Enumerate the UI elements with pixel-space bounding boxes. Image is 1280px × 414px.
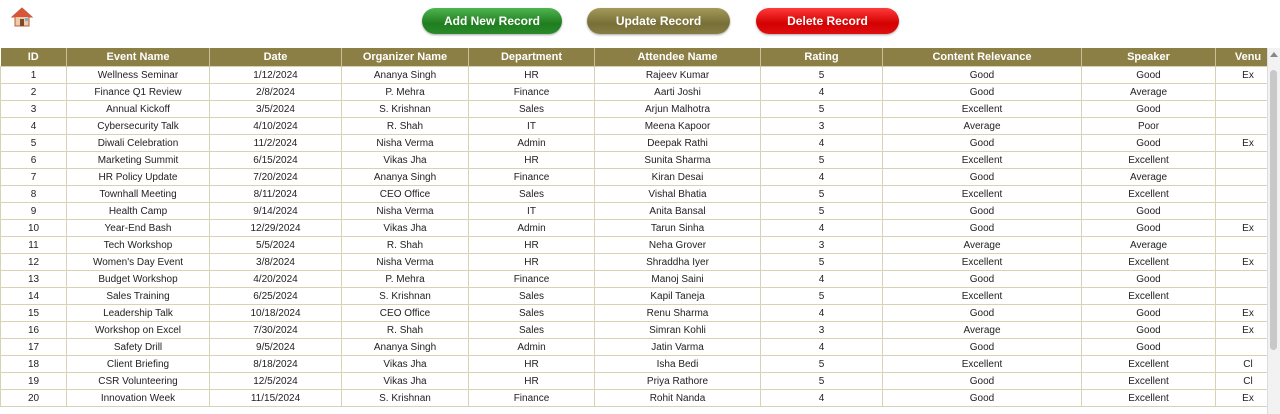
table-cell[interactable]: Good bbox=[883, 373, 1082, 390]
scrollbar-thumb[interactable] bbox=[1270, 70, 1277, 350]
table-cell[interactable]: Cybersecurity Talk bbox=[67, 118, 210, 135]
table-cell[interactable]: Neha Grover bbox=[595, 237, 761, 254]
table-cell[interactable]: Anita Bansal bbox=[595, 203, 761, 220]
table-cell[interactable]: Priya Rathore bbox=[595, 373, 761, 390]
table-cell[interactable]: P. Mehra bbox=[342, 84, 469, 101]
table-cell[interactable]: Ex bbox=[1216, 220, 1269, 237]
table-row[interactable] bbox=[1, 67, 1269, 84]
table-cell[interactable]: Good bbox=[1082, 322, 1216, 339]
table-cell[interactable] bbox=[1216, 84, 1269, 101]
column-header[interactable]: Date bbox=[210, 48, 342, 67]
table-row[interactable] bbox=[1, 203, 1269, 220]
header-row bbox=[1, 48, 1269, 67]
table-cell[interactable]: S. Krishnan bbox=[342, 390, 469, 407]
table-cell[interactable]: Annual Kickoff bbox=[67, 101, 210, 118]
table-cell[interactable]: Ex bbox=[1216, 67, 1269, 84]
table-cell[interactable]: Renu Sharma bbox=[595, 305, 761, 322]
table-cell[interactable]: 5 bbox=[761, 152, 883, 169]
table-cell[interactable]: Workshop on Excel bbox=[67, 322, 210, 339]
table-cell[interactable]: R. Shah bbox=[342, 118, 469, 135]
table-cell[interactable]: 6 bbox=[1, 152, 67, 169]
table-cell[interactable]: 17 bbox=[1, 339, 67, 356]
table-cell[interactable]: Kapil Taneja bbox=[595, 288, 761, 305]
table-cell[interactable]: Sales Training bbox=[67, 288, 210, 305]
table-cell[interactable] bbox=[1216, 339, 1269, 356]
table-cell[interactable]: Tarun Sinha bbox=[595, 220, 761, 237]
table-cell[interactable]: Good bbox=[883, 390, 1082, 407]
table-cell[interactable]: 5 bbox=[1, 135, 67, 152]
table-cell[interactable]: HR bbox=[469, 152, 595, 169]
table-row[interactable] bbox=[1, 322, 1269, 339]
table-cell[interactable]: Vishal Bhatia bbox=[595, 186, 761, 203]
table-row[interactable] bbox=[1, 169, 1269, 186]
table-cell[interactable]: 1/12/2024 bbox=[210, 67, 342, 84]
table-cell[interactable]: 2 bbox=[1, 84, 67, 101]
table-cell[interactable]: Good bbox=[1082, 135, 1216, 152]
table-cell[interactable]: Finance bbox=[469, 271, 595, 288]
table-cell[interactable]: Manoj Saini bbox=[595, 271, 761, 288]
table-cell[interactable]: Good bbox=[883, 135, 1082, 152]
table-cell[interactable]: Average bbox=[1082, 84, 1216, 101]
table-cell[interactable] bbox=[1216, 271, 1269, 288]
table-cell[interactable]: Good bbox=[1082, 271, 1216, 288]
table-cell[interactable]: 3 bbox=[761, 118, 883, 135]
table-cell[interactable]: CSR Volunteering bbox=[67, 373, 210, 390]
table-cell[interactable]: Ananya Singh bbox=[342, 67, 469, 84]
table-cell[interactable]: Good bbox=[1082, 203, 1216, 220]
table-cell[interactable]: 5 bbox=[761, 186, 883, 203]
column-header[interactable]: Content Relevance bbox=[883, 48, 1082, 67]
table-cell[interactable]: Budget Workshop bbox=[67, 271, 210, 288]
table-cell[interactable]: Vikas Jha bbox=[342, 152, 469, 169]
table-cell[interactable]: R. Shah bbox=[342, 237, 469, 254]
table-cell[interactable]: 11/15/2024 bbox=[210, 390, 342, 407]
table-cell[interactable] bbox=[1216, 203, 1269, 220]
table-cell[interactable]: Good bbox=[883, 220, 1082, 237]
table-cell[interactable]: 4 bbox=[761, 339, 883, 356]
table-cell[interactable]: 11 bbox=[1, 237, 67, 254]
table-cell[interactable]: 13 bbox=[1, 271, 67, 288]
table-row[interactable] bbox=[1, 356, 1269, 373]
table-cell[interactable]: Nisha Verma bbox=[342, 135, 469, 152]
table-cell[interactable]: Good bbox=[1082, 101, 1216, 118]
table-cell[interactable]: 7/20/2024 bbox=[210, 169, 342, 186]
table-cell[interactable]: Excellent bbox=[883, 152, 1082, 169]
records-grid bbox=[0, 48, 1268, 414]
table-cell[interactable]: Townhall Meeting bbox=[67, 186, 210, 203]
table-cell[interactable]: 4 bbox=[761, 84, 883, 101]
table-cell[interactable]: IT bbox=[469, 118, 595, 135]
table-cell[interactable] bbox=[1216, 237, 1269, 254]
table-cell[interactable]: Vikas Jha bbox=[342, 373, 469, 390]
table-cell[interactable]: Good bbox=[883, 271, 1082, 288]
table-cell[interactable]: Ex bbox=[1216, 390, 1269, 407]
table-cell[interactable]: Ex bbox=[1216, 322, 1269, 339]
update-record-button[interactable]: Update Record bbox=[587, 8, 730, 34]
table-cell[interactable]: Good bbox=[883, 339, 1082, 356]
table-cell[interactable]: Nisha Verma bbox=[342, 203, 469, 220]
table-cell[interactable]: 12/29/2024 bbox=[210, 220, 342, 237]
table-cell[interactable]: 18 bbox=[1, 356, 67, 373]
table-cell[interactable]: Sales bbox=[469, 186, 595, 203]
table-cell[interactable]: Cl bbox=[1216, 373, 1269, 390]
table-cell[interactable]: Wellness Seminar bbox=[67, 67, 210, 84]
table-cell[interactable]: Health Camp bbox=[67, 203, 210, 220]
table-cell[interactable]: Average bbox=[1082, 169, 1216, 186]
table-cell[interactable]: 6/25/2024 bbox=[210, 288, 342, 305]
table-cell[interactable]: Average bbox=[883, 322, 1082, 339]
table-cell[interactable]: 3/8/2024 bbox=[210, 254, 342, 271]
table-cell[interactable]: 5 bbox=[761, 373, 883, 390]
table-cell[interactable]: 5/5/2024 bbox=[210, 237, 342, 254]
table-cell[interactable]: Good bbox=[1082, 67, 1216, 84]
table-cell[interactable]: 4 bbox=[761, 305, 883, 322]
vertical-scrollbar[interactable] bbox=[1267, 48, 1280, 414]
table-cell[interactable]: 4 bbox=[761, 135, 883, 152]
table-cell[interactable] bbox=[1216, 288, 1269, 305]
table-cell[interactable]: S. Krishnan bbox=[342, 101, 469, 118]
table-cell[interactable]: Excellent bbox=[883, 288, 1082, 305]
table-cell[interactable]: Tech Workshop bbox=[67, 237, 210, 254]
table-cell[interactable]: 12/5/2024 bbox=[210, 373, 342, 390]
table-cell[interactable]: Good bbox=[1082, 305, 1216, 322]
table-row[interactable] bbox=[1, 84, 1269, 101]
table-cell[interactable]: Marketing Summit bbox=[67, 152, 210, 169]
table-row[interactable] bbox=[1, 288, 1269, 305]
table-cell[interactable]: Good bbox=[883, 169, 1082, 186]
table-cell[interactable]: 4/10/2024 bbox=[210, 118, 342, 135]
table-cell[interactable]: Ananya Singh bbox=[342, 339, 469, 356]
table-cell[interactable]: Excellent bbox=[1082, 390, 1216, 407]
table-cell[interactable]: 5 bbox=[761, 203, 883, 220]
table-cell[interactable]: Ex bbox=[1216, 305, 1269, 322]
table-cell[interactable]: P. Mehra bbox=[342, 271, 469, 288]
table-cell[interactable]: Diwali Celebration bbox=[67, 135, 210, 152]
table-cell[interactable]: HR bbox=[469, 67, 595, 84]
table-cell[interactable]: Excellent bbox=[1082, 356, 1216, 373]
table-cell[interactable]: Client Briefing bbox=[67, 356, 210, 373]
table-cell[interactable]: Ananya Singh bbox=[342, 169, 469, 186]
table-cell[interactable]: Rohit Nanda bbox=[595, 390, 761, 407]
column-header[interactable]: Venu bbox=[1216, 48, 1269, 67]
table-cell[interactable]: 5 bbox=[761, 67, 883, 84]
table-cell[interactable]: Excellent bbox=[883, 101, 1082, 118]
table-cell[interactable]: Sales bbox=[469, 101, 595, 118]
table-cell[interactable]: Good bbox=[883, 305, 1082, 322]
table-cell[interactable]: 3 bbox=[761, 322, 883, 339]
table-cell[interactable]: Sunita Sharma bbox=[595, 152, 761, 169]
table-cell[interactable]: 3 bbox=[1, 101, 67, 118]
table-cell[interactable]: 8/18/2024 bbox=[210, 356, 342, 373]
table-cell[interactable]: 5 bbox=[761, 254, 883, 271]
column-header[interactable]: Attendee Name bbox=[595, 48, 761, 67]
table-cell[interactable] bbox=[1216, 186, 1269, 203]
table-cell[interactable]: 11/2/2024 bbox=[210, 135, 342, 152]
column-header[interactable]: Organizer Name bbox=[342, 48, 469, 67]
table-cell[interactable]: 3/5/2024 bbox=[210, 101, 342, 118]
table-cell[interactable]: Finance bbox=[469, 84, 595, 101]
table-cell[interactable]: 7/30/2024 bbox=[210, 322, 342, 339]
table-cell[interactable]: 3 bbox=[761, 237, 883, 254]
table-cell[interactable]: Jatin Varma bbox=[595, 339, 761, 356]
table-cell[interactable]: Women's Day Event bbox=[67, 254, 210, 271]
column-header[interactable]: Event Name bbox=[67, 48, 210, 67]
home-icon[interactable] bbox=[11, 7, 33, 27]
toolbar bbox=[0, 0, 1280, 48]
table-row[interactable] bbox=[1, 118, 1269, 135]
table-cell[interactable]: HR bbox=[469, 373, 595, 390]
column-header[interactable]: Speaker bbox=[1082, 48, 1216, 67]
table-cell[interactable]: Innovation Week bbox=[67, 390, 210, 407]
table-cell[interactable]: Excellent bbox=[883, 186, 1082, 203]
table-cell[interactable]: Year-End Bash bbox=[67, 220, 210, 237]
table-cell[interactable]: Deepak Rathi bbox=[595, 135, 761, 152]
table-cell[interactable]: HR bbox=[469, 254, 595, 271]
table-cell[interactable]: HR Policy Update bbox=[67, 169, 210, 186]
table-cell[interactable]: Admin bbox=[469, 135, 595, 152]
table-cell[interactable]: Kiran Desai bbox=[595, 169, 761, 186]
table-cell[interactable]: 12 bbox=[1, 254, 67, 271]
delete-record-button[interactable]: Delete Record bbox=[756, 8, 899, 34]
table-cell[interactable]: Shraddha Iyer bbox=[595, 254, 761, 271]
table-row[interactable] bbox=[1, 220, 1269, 237]
table-row[interactable] bbox=[1, 339, 1269, 356]
table-cell[interactable]: Good bbox=[883, 84, 1082, 101]
table-cell[interactable]: Aarti Joshi bbox=[595, 84, 761, 101]
table-cell[interactable]: Excellent bbox=[1082, 254, 1216, 271]
table-cell[interactable]: Good bbox=[1082, 339, 1216, 356]
table-cell[interactable]: Vikas Jha bbox=[342, 220, 469, 237]
table-cell[interactable]: 5 bbox=[761, 101, 883, 118]
table-cell[interactable]: Simran Kohli bbox=[595, 322, 761, 339]
table-cell[interactable]: Finance Q1 Review bbox=[67, 84, 210, 101]
table-cell[interactable]: Good bbox=[883, 67, 1082, 84]
table-cell[interactable]: Average bbox=[883, 237, 1082, 254]
table-cell[interactable]: Isha Bedi bbox=[595, 356, 761, 373]
table-cell[interactable]: CEO Office bbox=[342, 186, 469, 203]
table-cell[interactable]: 9/14/2024 bbox=[210, 203, 342, 220]
add-new-record-button[interactable]: Add New Record bbox=[422, 8, 562, 34]
table-cell[interactable]: 7 bbox=[1, 169, 67, 186]
table-cell[interactable]: 8/11/2024 bbox=[210, 186, 342, 203]
table-cell[interactable]: Average bbox=[883, 118, 1082, 135]
records-table bbox=[0, 48, 1268, 407]
table-cell[interactable]: Poor bbox=[1082, 118, 1216, 135]
table-cell[interactable]: 4 bbox=[761, 271, 883, 288]
table-cell[interactable]: HR bbox=[469, 356, 595, 373]
table-cell[interactable] bbox=[1216, 169, 1269, 186]
table-cell[interactable]: 20 bbox=[1, 390, 67, 407]
table-cell[interactable]: Sales bbox=[469, 305, 595, 322]
table-cell[interactable]: Rajeev Kumar bbox=[595, 67, 761, 84]
table-cell[interactable]: IT bbox=[469, 203, 595, 220]
table-row[interactable] bbox=[1, 135, 1269, 152]
column-header[interactable]: Rating bbox=[761, 48, 883, 67]
table-cell[interactable]: Admin bbox=[469, 220, 595, 237]
table-cell[interactable]: Average bbox=[1082, 237, 1216, 254]
table-cell[interactable] bbox=[1216, 101, 1269, 118]
table-cell[interactable]: Excellent bbox=[1082, 288, 1216, 305]
table-cell[interactable]: CEO Office bbox=[342, 305, 469, 322]
table-cell[interactable]: 14 bbox=[1, 288, 67, 305]
table-cell[interactable]: 15 bbox=[1, 305, 67, 322]
table-cell[interactable]: 5 bbox=[761, 288, 883, 305]
table-cell[interactable]: Excellent bbox=[883, 254, 1082, 271]
table-cell[interactable]: 4 bbox=[761, 169, 883, 186]
table-cell[interactable]: Excellent bbox=[1082, 186, 1216, 203]
table-cell[interactable]: Leadership Talk bbox=[67, 305, 210, 322]
table-cell[interactable]: 9/5/2024 bbox=[210, 339, 342, 356]
table-row[interactable] bbox=[1, 271, 1269, 288]
table-cell[interactable]: R. Shah bbox=[342, 322, 469, 339]
table-cell[interactable]: Ex bbox=[1216, 254, 1269, 271]
table-cell[interactable]: Vikas Jha bbox=[342, 356, 469, 373]
table-cell[interactable]: Finance bbox=[469, 169, 595, 186]
table-cell[interactable]: 8 bbox=[1, 186, 67, 203]
table-cell[interactable]: 1 bbox=[1, 67, 67, 84]
table-cell[interactable]: 9 bbox=[1, 203, 67, 220]
table-cell[interactable]: 5 bbox=[761, 356, 883, 373]
table-row[interactable] bbox=[1, 373, 1269, 390]
table-cell[interactable]: 19 bbox=[1, 373, 67, 390]
table-cell[interactable]: Sales bbox=[469, 322, 595, 339]
table-cell[interactable] bbox=[1216, 118, 1269, 135]
table-cell[interactable]: 6/15/2024 bbox=[210, 152, 342, 169]
table-row[interactable] bbox=[1, 186, 1269, 203]
table-row[interactable] bbox=[1, 101, 1269, 118]
table-cell[interactable]: Ex bbox=[1216, 135, 1269, 152]
table-cell[interactable]: 10 bbox=[1, 220, 67, 237]
table-cell[interactable]: 2/8/2024 bbox=[210, 84, 342, 101]
table-cell[interactable]: Arjun Malhotra bbox=[595, 101, 761, 118]
table-cell[interactable]: 4 bbox=[761, 390, 883, 407]
table-cell[interactable]: 4 bbox=[761, 220, 883, 237]
table-cell[interactable]: 4/20/2024 bbox=[210, 271, 342, 288]
table-cell[interactable]: Meena Kapoor bbox=[595, 118, 761, 135]
table-cell[interactable]: 10/18/2024 bbox=[210, 305, 342, 322]
table-cell[interactable]: Good bbox=[1082, 220, 1216, 237]
table-cell[interactable]: Excellent bbox=[1082, 152, 1216, 169]
table-cell[interactable] bbox=[1216, 152, 1269, 169]
table-cell[interactable]: Sales bbox=[469, 288, 595, 305]
table-cell[interactable]: S. Krishnan bbox=[342, 288, 469, 305]
table-row[interactable] bbox=[1, 237, 1269, 254]
table-cell[interactable]: HR bbox=[469, 237, 595, 254]
table-body bbox=[1, 67, 1269, 407]
table-row[interactable] bbox=[1, 254, 1269, 271]
table-row[interactable] bbox=[1, 305, 1269, 322]
table-cell[interactable]: Finance bbox=[469, 390, 595, 407]
table-cell[interactable]: 4 bbox=[1, 118, 67, 135]
table-cell[interactable]: Cl bbox=[1216, 356, 1269, 373]
table-cell[interactable]: Nisha Verma bbox=[342, 254, 469, 271]
table-row[interactable] bbox=[1, 152, 1269, 169]
table-cell[interactable]: Excellent bbox=[1082, 373, 1216, 390]
scroll-up-icon[interactable] bbox=[1270, 52, 1278, 57]
table-cell[interactable]: Safety Drill bbox=[67, 339, 210, 356]
table-cell[interactable]: Excellent bbox=[883, 356, 1082, 373]
table-cell[interactable]: Good bbox=[883, 203, 1082, 220]
table-cell[interactable]: 16 bbox=[1, 322, 67, 339]
table-cell[interactable]: Admin bbox=[469, 339, 595, 356]
column-header[interactable]: Department bbox=[469, 48, 595, 67]
column-header[interactable]: ID bbox=[1, 48, 67, 67]
table-row[interactable] bbox=[1, 390, 1269, 407]
